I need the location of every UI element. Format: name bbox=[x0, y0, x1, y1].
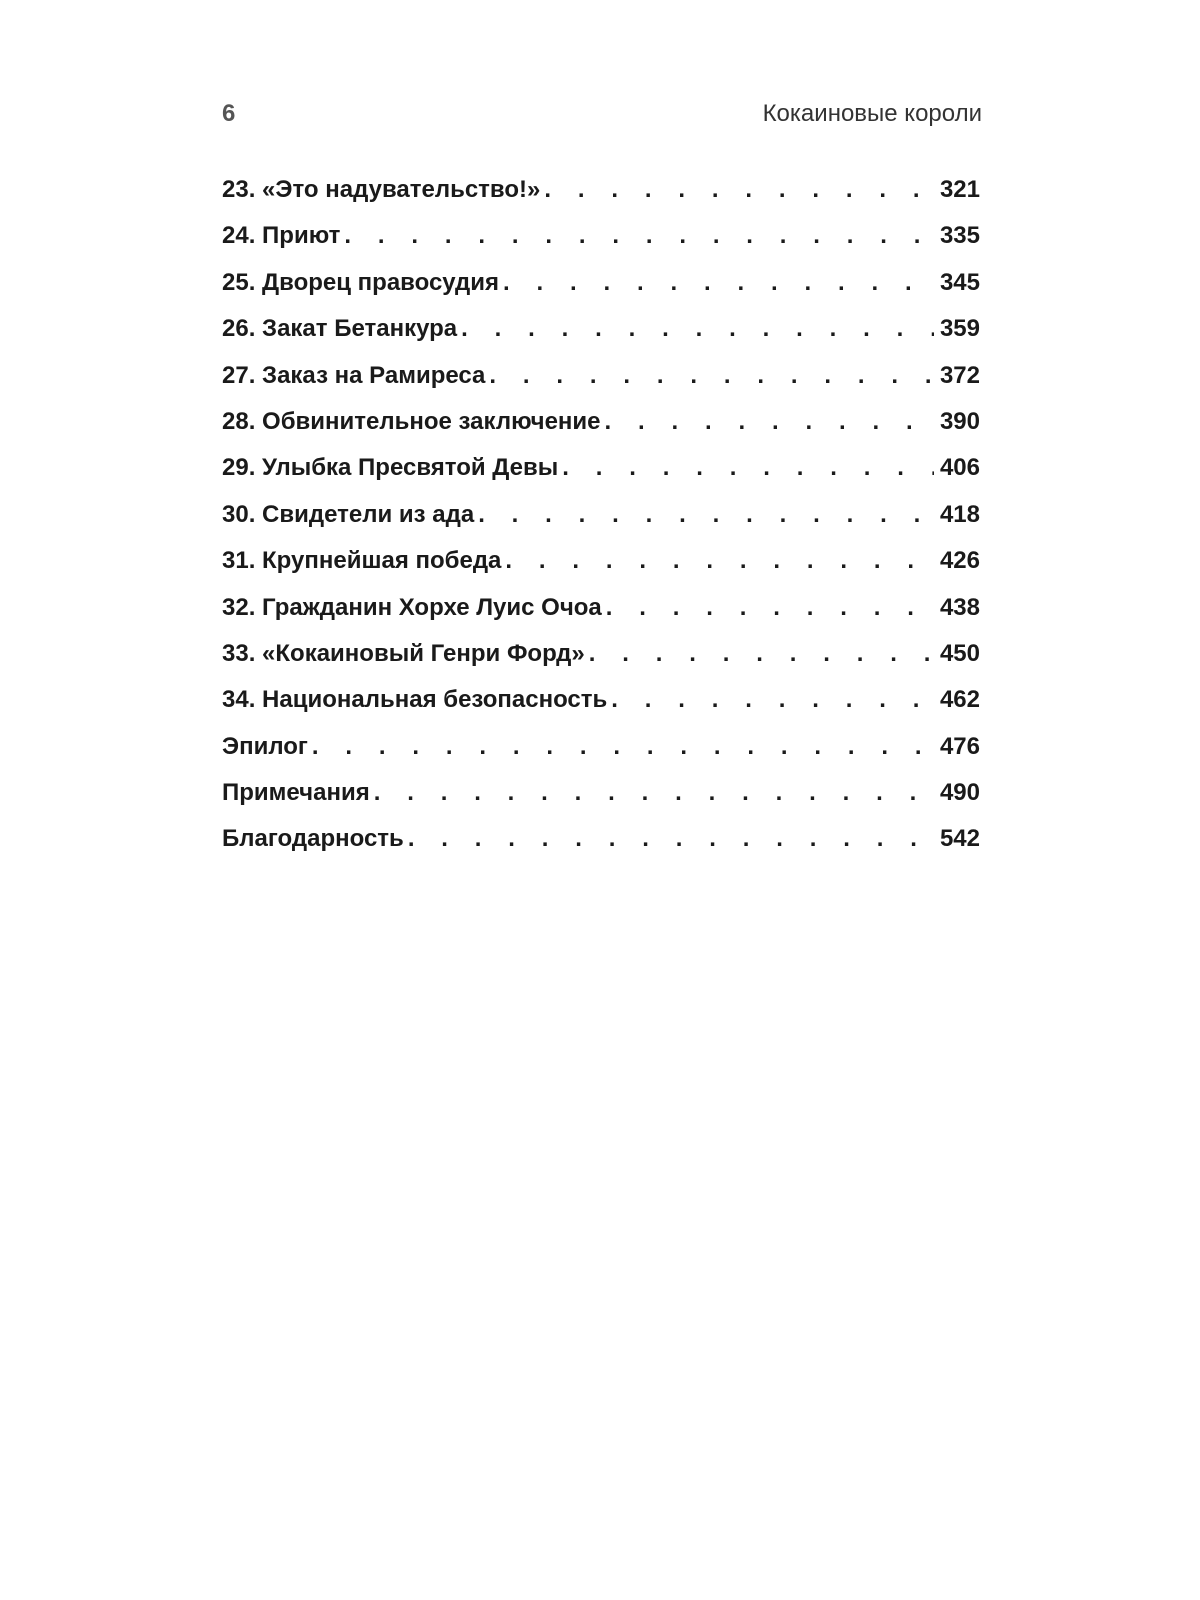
dot-leader bbox=[408, 825, 934, 853]
toc-entry[interactable] bbox=[222, 594, 980, 640]
table-of-contents bbox=[222, 176, 980, 872]
toc-entry-page: 359 bbox=[939, 315, 980, 343]
toc-entry[interactable] bbox=[222, 547, 980, 593]
dot-leader bbox=[562, 454, 934, 482]
toc-entry[interactable] bbox=[222, 686, 980, 732]
dot-leader bbox=[605, 408, 934, 436]
running-title: Кокаиновые короли bbox=[762, 100, 982, 127]
toc-entry-page: 321 bbox=[939, 176, 980, 203]
toc-entry-title: 28. Обвинительное заключение bbox=[222, 407, 601, 435]
dot-leader bbox=[489, 362, 934, 390]
dot-leader bbox=[611, 686, 934, 714]
toc-entry-title: 31. Крупнейшая победа bbox=[222, 547, 502, 575]
dot-leader bbox=[344, 222, 934, 250]
dot-leader bbox=[606, 594, 934, 622]
dot-leader bbox=[461, 315, 934, 343]
toc-entry[interactable] bbox=[222, 640, 980, 686]
toc-entry-page: 372 bbox=[939, 361, 980, 389]
toc-entry[interactable] bbox=[222, 269, 980, 315]
toc-entry[interactable] bbox=[222, 454, 980, 500]
toc-entry-page: 450 bbox=[939, 639, 980, 667]
toc-entry[interactable] bbox=[222, 733, 980, 779]
dot-leader bbox=[374, 779, 934, 807]
dot-leader bbox=[503, 269, 934, 297]
toc-entry-page: 390 bbox=[939, 407, 980, 435]
toc-entry-title: 33. «Кокаиновый Генри Форд» bbox=[222, 639, 585, 667]
toc-entry[interactable] bbox=[222, 825, 980, 871]
toc-entry[interactable] bbox=[222, 176, 980, 222]
toc-entry-title: 30. Свидетели из ада bbox=[222, 500, 475, 528]
toc-entry-page: 462 bbox=[939, 686, 980, 714]
dot-leader bbox=[544, 176, 934, 204]
toc-entry-title: Эпилог bbox=[222, 732, 308, 760]
toc-entry-page: 438 bbox=[939, 593, 980, 621]
toc-entry[interactable] bbox=[222, 315, 980, 361]
toc-entry-page: 335 bbox=[939, 222, 980, 250]
toc-entry[interactable] bbox=[222, 362, 980, 408]
toc-entry[interactable] bbox=[222, 779, 980, 825]
toc-entry[interactable] bbox=[222, 222, 980, 268]
toc-entry-page: 345 bbox=[939, 268, 980, 296]
toc-entry-title: 25. Дворец правосудия bbox=[222, 268, 500, 296]
toc-entry-title: 24. Приют bbox=[222, 222, 341, 250]
toc-entry-page: 418 bbox=[939, 500, 980, 528]
toc-entry-title: 26. Закат Бетанкура bbox=[222, 315, 458, 343]
toc-entry-title: 23. «Это надувательство!» bbox=[222, 176, 541, 203]
toc-entry-title: 32. Гражданин Хорхе Луис Очоа bbox=[222, 593, 602, 621]
page-number: 6 bbox=[222, 100, 236, 127]
toc-entry-title: 29. Улыбка Пресвятой Девы bbox=[222, 454, 559, 482]
dot-leader bbox=[312, 733, 934, 761]
toc-entry-page: 490 bbox=[939, 779, 980, 807]
dot-leader bbox=[478, 501, 934, 529]
toc-entry-page: 426 bbox=[939, 547, 980, 575]
toc-entry-title: 27. Заказ на Рамиреса bbox=[222, 361, 486, 389]
toc-entry-title: 34. Национальная безопасность bbox=[222, 686, 608, 714]
dot-leader bbox=[589, 640, 934, 668]
dot-leader bbox=[505, 547, 934, 575]
toc-entry-title: Благодарность bbox=[222, 825, 404, 853]
toc-entry[interactable] bbox=[222, 408, 980, 454]
toc-entry-page: 542 bbox=[939, 825, 980, 853]
toc-entry-page: 476 bbox=[939, 732, 980, 760]
toc-entry-title: Примечания bbox=[222, 779, 370, 807]
page-header bbox=[222, 96, 982, 136]
toc-entry-page: 406 bbox=[939, 454, 980, 482]
toc-entry[interactable] bbox=[222, 501, 980, 547]
